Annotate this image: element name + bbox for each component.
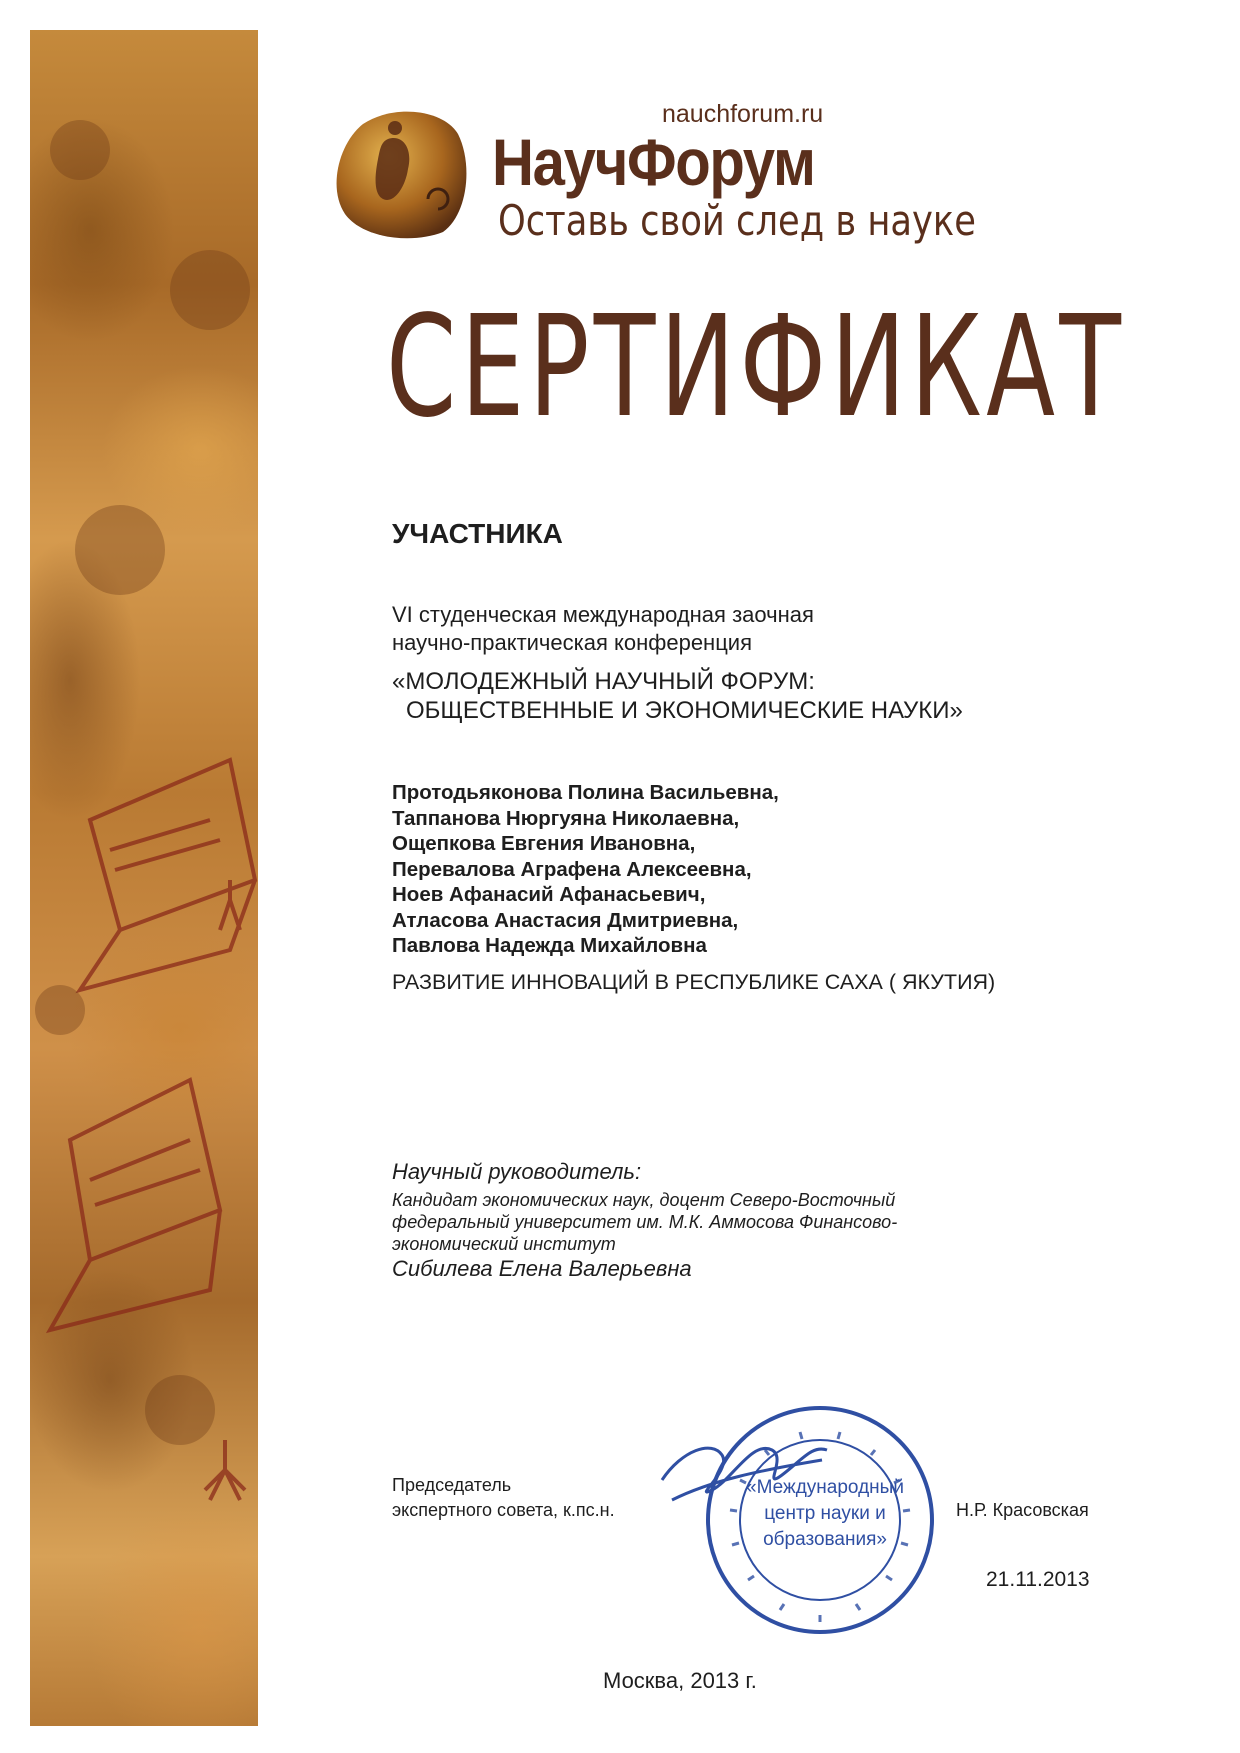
rock-art-illustration [30,30,258,1726]
decorative-side-strip [30,30,258,1726]
advisor-info: Кандидат экономических наук, доцент Северо-Восточный федеральный университет им. М.К. Аммосова Финансово-экономический институт [392,1190,898,1254]
stamp-text-line-2: центр науки и [764,1503,886,1524]
author-name: Ноев Афанасий Афанасьевич, [392,883,706,906]
advisor-label: Научный руководитель: [392,1159,642,1184]
author-name: Перевалова Аграфена Алексеевна, [392,857,752,881]
stamp-text-line-3: образования» [763,1529,887,1550]
conference-line-1: VI студенческая международная заочная [392,602,814,627]
brand-slogan: Оставь свой след в науке [498,196,976,245]
author-name: Атласова Анастасия Дмитриевна, [392,908,739,932]
stamp-text-line-1: «Международный [746,1477,904,1498]
certificate-title: СЕРТИФИКАТ [386,286,1126,449]
conference-title-line-2: ОБЩЕСТВЕННЫЕ И ЭКОНОМИЧЕСКИЕ НАУКИ» [406,697,963,724]
place-and-year: Москва, 2013 г. [603,1668,757,1693]
chair-role-line-1: Председатель [392,1475,512,1495]
chair-role-line-2: экспертного совета, к.пс.н. [392,1500,615,1520]
advisor-name: Сибилева Елена Валерьевна [392,1256,692,1281]
signature-icon [652,1420,832,1530]
chair-name: Н.Р. Красовская [956,1500,1089,1520]
conference-title-line-1: «МОЛОДЕЖНЫЙ НАУЧНЫЙ ФОРУМ: [392,668,815,695]
site-url: nauchforum.ru [662,100,824,128]
author-name: Таппанова Нюргуяна Николаевна, [392,806,740,830]
certificate-date: 21.11.2013 [986,1568,1090,1591]
recipient-type: УЧАСТНИКА [392,518,563,549]
conference-line-2: научно-практическая конференция [392,630,753,655]
author-list [392,780,779,959]
brand-name: НаучФорум [492,125,815,199]
footprint-logo-icon [333,104,473,244]
author-name: Протодьяконова Полина Васильевна, [392,781,779,804]
paper-topic: РАЗВИТИЕ ИННОВАЦИЙ В РЕСПУБЛИКЕ САХА ( ЯКУТИЯ) [392,970,996,994]
author-name: Павлова Надежда Михайловна [392,934,707,957]
author-name: Ощепкова Евгения Ивановна, [392,832,696,855]
